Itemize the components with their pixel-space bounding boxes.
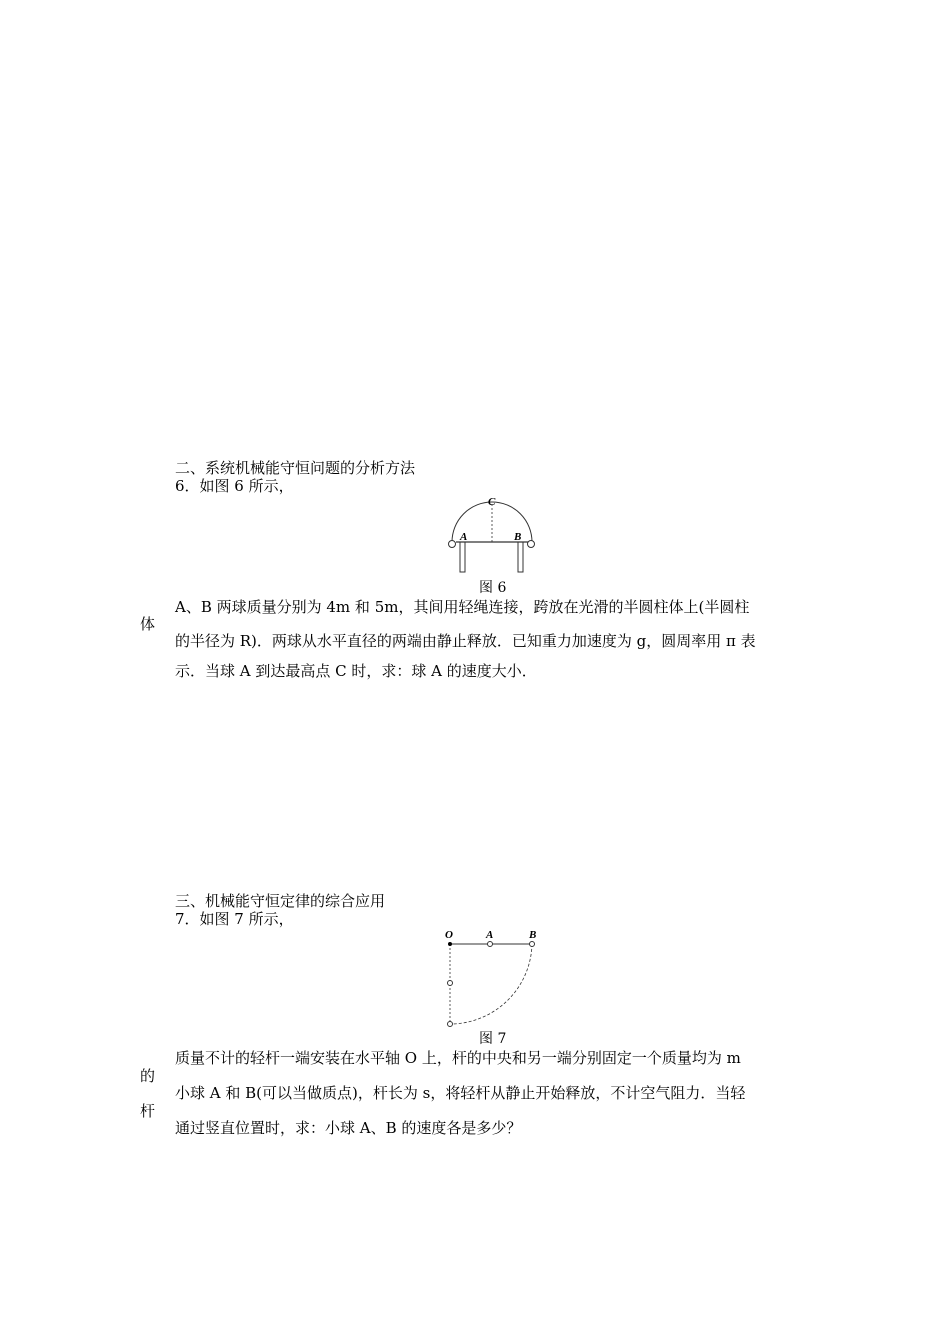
problem-6-line-3: 示．当球 A 到达最高点 C 时，求：球 A 的速度大小． — [175, 662, 537, 680]
ball-a-horizontal — [488, 942, 493, 947]
ball-b — [528, 541, 535, 548]
figure-7-label-a: A — [486, 929, 494, 941]
problem-7-line-1: 质量不计的轻杆一端安装在水平轴 O 上，杆的中央和另一端分别固定一个质量均为 m — [175, 1049, 741, 1067]
problem-7-margin-char-2: 杆 — [140, 1102, 156, 1120]
ball-a — [449, 541, 456, 548]
path-arc-b — [450, 944, 532, 1024]
ball-b-horizontal — [530, 942, 535, 947]
problem-7-line-2: 小球 A 和 B(可以当做质点)，杆长为 s，将轻杆从静止开始释放，不计空气阻力．当轻 — [175, 1084, 746, 1102]
problem-6-intro: 6．如图 6 所示， — [175, 477, 294, 495]
figure-6-diagram — [440, 494, 550, 578]
problem-6-line-2: 的半径为 R)．两球从水平直径的两端由静止释放．已知重力加速度为 g，圆周率用 π 表 — [175, 632, 756, 650]
ball-b-vertical — [448, 1022, 453, 1027]
table-leg-right — [518, 542, 523, 572]
figure-7-label-b: B — [529, 929, 537, 941]
section-heading-2: 二、系统机械能守恒问题的分析方法 — [175, 459, 416, 477]
ball-a-vertical — [448, 981, 453, 986]
section-heading-3: 三、机械能守恒定律的综合应用 — [175, 892, 386, 910]
problem-6-line-1: A、B 两球质量分别为 4m 和 5m，其间用轻绳连接，跨放在光滑的半圆柱体上(半圆柱 — [175, 598, 750, 616]
problem-7-intro: 7．如图 7 所示， — [175, 910, 294, 928]
figure-7-diagram — [440, 928, 550, 1030]
figure-7-caption: 图 7 — [479, 1031, 507, 1047]
figure-7-label-o: O — [445, 929, 453, 941]
figure-6-label-c: C — [488, 496, 496, 508]
pivot-o — [448, 942, 452, 946]
problem-7-line-3: 通过竖直位置时，求：小球 A、B 的速度各是多少？ — [175, 1119, 522, 1137]
figure-6-label-b: B — [514, 531, 522, 543]
problem-7-margin-char-1: 的 — [140, 1067, 156, 1085]
table-leg-left — [460, 542, 465, 572]
figure-6-caption: 图 6 — [479, 580, 507, 596]
problem-6-margin-char: 体 — [140, 615, 156, 633]
figure-6-label-a: A — [460, 531, 468, 543]
